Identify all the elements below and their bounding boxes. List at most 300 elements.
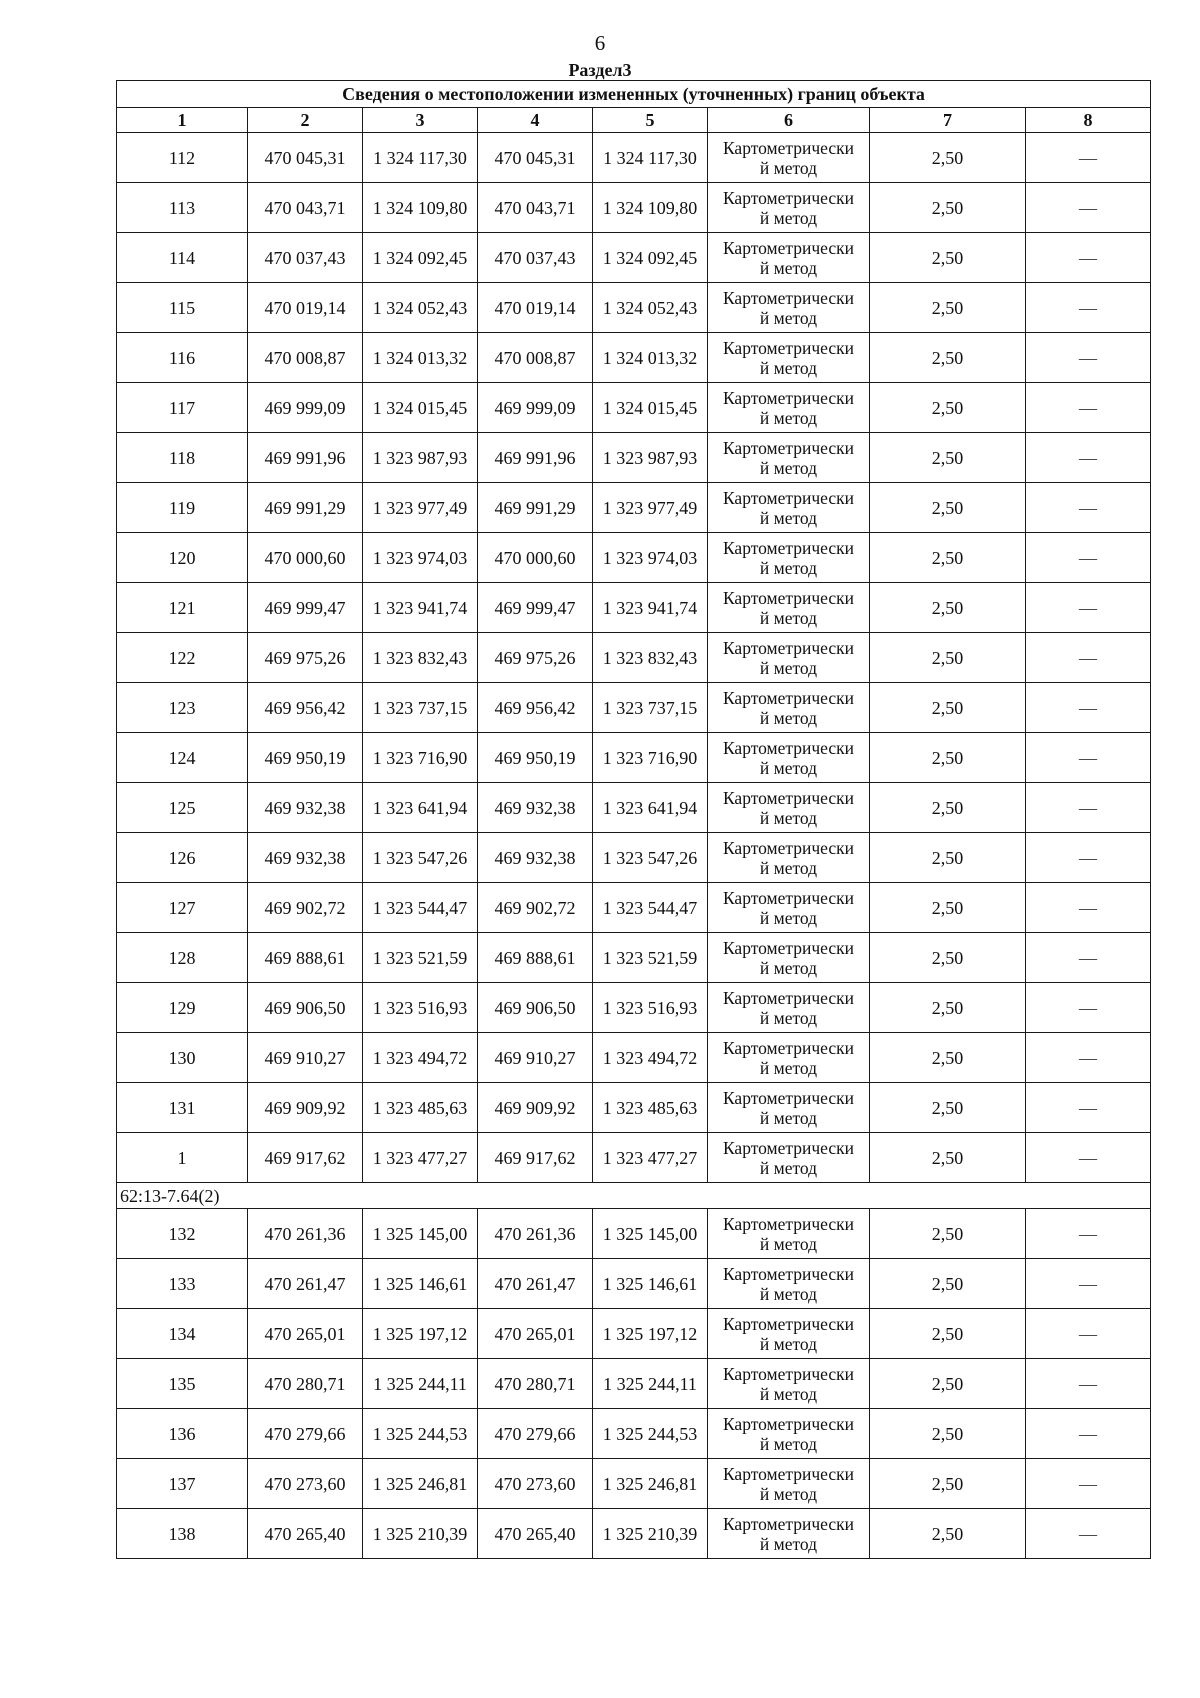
method-cell (708, 283, 870, 333)
table-row (117, 1459, 1151, 1509)
x-coordinate-cell: 470 019,14 (478, 283, 593, 333)
boundary-coordinates-table (116, 80, 1151, 1559)
method-line-2: й метод (759, 557, 818, 578)
y-coordinate-cell: 1 323 494,72 (363, 1033, 478, 1083)
method-line-2: й метод (759, 757, 818, 778)
x-coordinate-cell: 469 888,61 (478, 933, 593, 983)
y-coordinate-cell: 1 325 246,81 (363, 1459, 478, 1509)
point-number-cell: 121 (117, 583, 248, 633)
column-number: 5 (593, 108, 708, 133)
method-line-2: й метод (759, 1157, 818, 1178)
table-row (117, 383, 1151, 433)
accuracy-cell: 2,50 (870, 1409, 1026, 1459)
x-coordinate-cell: 470 265,01 (248, 1309, 363, 1359)
point-number-cell: 115 (117, 283, 248, 333)
x-coordinate-cell: 469 917,62 (248, 1133, 363, 1183)
x-coordinate-cell: 469 975,26 (248, 633, 363, 683)
x-coordinate-cell: 470 037,43 (248, 233, 363, 283)
method-line-1: Картометрически (722, 537, 855, 558)
x-coordinate-cell: 469 999,09 (248, 383, 363, 433)
method-line-1: Картометрически (722, 287, 855, 308)
method-line-2: й метод (759, 1483, 818, 1504)
point-number-cell: 128 (117, 933, 248, 983)
table-body-part1 (117, 133, 1151, 1183)
subgroup-section (117, 1183, 1151, 1209)
accuracy-cell: 2,50 (870, 883, 1026, 933)
method-line-1: Картометрически (722, 1363, 855, 1384)
x-coordinate-cell: 470 280,71 (478, 1359, 593, 1409)
accuracy-cell: 2,50 (870, 833, 1026, 883)
point-number-cell: 122 (117, 633, 248, 683)
note-cell: — (1026, 1409, 1151, 1459)
point-number-cell: 131 (117, 1083, 248, 1133)
x-coordinate-cell: 470 265,01 (478, 1309, 593, 1359)
note-cell: — (1026, 783, 1151, 833)
point-number-cell: 117 (117, 383, 248, 433)
method-line-1: Картометрически (722, 437, 855, 458)
accuracy-cell: 2,50 (870, 1459, 1026, 1509)
y-coordinate-cell: 1 325 197,12 (363, 1309, 478, 1359)
y-coordinate-cell: 1 323 521,59 (593, 933, 708, 983)
method-cell (708, 483, 870, 533)
column-number-row (117, 108, 1151, 133)
accuracy-cell: 2,50 (870, 583, 1026, 633)
accuracy-cell: 2,50 (870, 1083, 1026, 1133)
method-cell (708, 1509, 870, 1559)
y-coordinate-cell: 1 323 987,93 (363, 433, 478, 483)
y-coordinate-cell: 1 324 117,30 (593, 133, 708, 183)
x-coordinate-cell: 469 909,92 (478, 1083, 593, 1133)
x-coordinate-cell: 469 991,96 (248, 433, 363, 483)
x-coordinate-cell: 469 888,61 (248, 933, 363, 983)
accuracy-cell: 2,50 (870, 1359, 1026, 1409)
column-number: 8 (1026, 108, 1151, 133)
y-coordinate-cell: 1 324 092,45 (363, 233, 478, 283)
method-line-1: Картометрически (722, 887, 855, 908)
x-coordinate-cell: 470 261,47 (478, 1259, 593, 1309)
method-cell (708, 783, 870, 833)
method-line-1: Картометрически (722, 1413, 855, 1434)
note-cell: — (1026, 933, 1151, 983)
x-coordinate-cell: 469 956,42 (248, 683, 363, 733)
table-row (117, 283, 1151, 333)
accuracy-cell: 2,50 (870, 933, 1026, 983)
y-coordinate-cell: 1 323 832,43 (363, 633, 478, 683)
table-row (117, 783, 1151, 833)
method-line-2: й метод (759, 207, 818, 228)
x-coordinate-cell: 469 999,47 (248, 583, 363, 633)
method-line-1: Картометрически (722, 1037, 855, 1058)
method-line-2: й метод (759, 607, 818, 628)
method-line-2: й метод (759, 507, 818, 528)
y-coordinate-cell: 1 323 544,47 (363, 883, 478, 933)
x-coordinate-cell: 470 000,60 (248, 533, 363, 583)
x-coordinate-cell: 470 279,66 (478, 1409, 593, 1459)
y-coordinate-cell: 1 323 544,47 (593, 883, 708, 933)
x-coordinate-cell: 469 975,26 (478, 633, 593, 683)
y-coordinate-cell: 1 325 145,00 (593, 1209, 708, 1259)
table-row (117, 1209, 1151, 1259)
method-line-1: Картометрически (722, 337, 855, 358)
point-number-cell: 135 (117, 1359, 248, 1409)
method-cell (708, 233, 870, 283)
point-number-cell: 129 (117, 983, 248, 1033)
y-coordinate-cell: 1 324 109,80 (593, 183, 708, 233)
note-cell: — (1026, 483, 1151, 533)
point-number-cell: 130 (117, 1033, 248, 1083)
method-line-2: й метод (759, 1433, 818, 1454)
method-line-1: Картометрически (722, 1213, 855, 1234)
y-coordinate-cell: 1 325 146,61 (593, 1259, 708, 1309)
table-row (117, 983, 1151, 1033)
method-line-1: Картометрически (722, 837, 855, 858)
y-coordinate-cell: 1 323 716,90 (363, 733, 478, 783)
method-cell (708, 433, 870, 483)
table-row (117, 1359, 1151, 1409)
point-number-cell: 123 (117, 683, 248, 733)
table-row (117, 583, 1151, 633)
method-cell (708, 883, 870, 933)
x-coordinate-cell: 470 265,40 (248, 1509, 363, 1559)
y-coordinate-cell: 1 324 015,45 (593, 383, 708, 433)
x-coordinate-cell: 470 261,47 (248, 1259, 363, 1309)
method-line-2: й метод (759, 1107, 818, 1128)
method-cell (708, 533, 870, 583)
point-number-cell: 124 (117, 733, 248, 783)
accuracy-cell: 2,50 (870, 383, 1026, 433)
accuracy-cell: 2,50 (870, 683, 1026, 733)
accuracy-cell: 2,50 (870, 283, 1026, 333)
y-coordinate-cell: 1 325 210,39 (593, 1509, 708, 1559)
y-coordinate-cell: 1 324 052,43 (593, 283, 708, 333)
note-cell: — (1026, 883, 1151, 933)
accuracy-cell: 2,50 (870, 1209, 1026, 1259)
table-row (117, 633, 1151, 683)
table-row (117, 133, 1151, 183)
y-coordinate-cell: 1 323 477,27 (363, 1133, 478, 1183)
method-line-2: й метод (759, 1283, 818, 1304)
method-cell (708, 733, 870, 783)
x-coordinate-cell: 469 917,62 (478, 1133, 593, 1183)
method-cell (708, 1083, 870, 1133)
method-line-2: й метод (759, 1333, 818, 1354)
y-coordinate-cell: 1 323 477,27 (593, 1133, 708, 1183)
method-line-1: Картометрически (722, 1513, 855, 1534)
table-row (117, 933, 1151, 983)
x-coordinate-cell: 469 906,50 (478, 983, 593, 1033)
x-coordinate-cell: 470 043,71 (248, 183, 363, 233)
method-line-2: й метод (759, 1383, 818, 1404)
accuracy-cell: 2,50 (870, 733, 1026, 783)
point-number-cell: 114 (117, 233, 248, 283)
y-coordinate-cell: 1 325 244,53 (593, 1409, 708, 1459)
y-coordinate-cell: 1 325 244,53 (363, 1409, 478, 1459)
y-coordinate-cell: 1 323 485,63 (593, 1083, 708, 1133)
method-cell (708, 1259, 870, 1309)
method-cell (708, 933, 870, 983)
method-line-1: Картометрически (722, 1087, 855, 1108)
method-cell (708, 1033, 870, 1083)
method-line-2: й метод (759, 157, 818, 178)
column-number: 1 (117, 108, 248, 133)
y-coordinate-cell: 1 323 641,94 (593, 783, 708, 833)
method-cell (708, 1209, 870, 1259)
method-cell (708, 983, 870, 1033)
method-line-2: й метод (759, 957, 818, 978)
y-coordinate-cell: 1 323 516,93 (363, 983, 478, 1033)
y-coordinate-cell: 1 323 716,90 (593, 733, 708, 783)
table-row (117, 483, 1151, 533)
x-coordinate-cell: 469 991,96 (478, 433, 593, 483)
accuracy-cell: 2,50 (870, 783, 1026, 833)
note-cell: — (1026, 1509, 1151, 1559)
method-line-2: й метод (759, 457, 818, 478)
x-coordinate-cell: 470 008,87 (248, 333, 363, 383)
method-line-1: Картометрически (722, 787, 855, 808)
x-coordinate-cell: 469 910,27 (248, 1033, 363, 1083)
x-coordinate-cell: 469 902,72 (248, 883, 363, 933)
method-line-1: Картометрически (722, 387, 855, 408)
column-number: 4 (478, 108, 593, 133)
note-cell: — (1026, 1133, 1151, 1183)
note-cell: — (1026, 633, 1151, 683)
note-cell: — (1026, 583, 1151, 633)
point-number-cell: 125 (117, 783, 248, 833)
table-row (117, 1033, 1151, 1083)
point-number-cell: 1 (117, 1133, 248, 1183)
accuracy-cell: 2,50 (870, 1259, 1026, 1309)
table-row (117, 1509, 1151, 1559)
point-number-cell: 120 (117, 533, 248, 583)
x-coordinate-cell: 470 000,60 (478, 533, 593, 583)
table-row (117, 1409, 1151, 1459)
y-coordinate-cell: 1 325 244,11 (363, 1359, 478, 1409)
point-number-cell: 118 (117, 433, 248, 483)
method-line-1: Картометрически (722, 987, 855, 1008)
method-line-2: й метод (759, 907, 818, 928)
note-cell: — (1026, 983, 1151, 1033)
note-cell: — (1026, 833, 1151, 883)
method-line-2: й метод (759, 1233, 818, 1254)
point-number-cell: 137 (117, 1459, 248, 1509)
x-coordinate-cell: 469 910,27 (478, 1033, 593, 1083)
x-coordinate-cell: 469 999,09 (478, 383, 593, 433)
table-row (117, 733, 1151, 783)
method-cell (708, 1359, 870, 1409)
method-line-1: Картометрически (722, 637, 855, 658)
y-coordinate-cell: 1 323 737,15 (363, 683, 478, 733)
y-coordinate-cell: 1 323 974,03 (363, 533, 478, 583)
y-coordinate-cell: 1 324 092,45 (593, 233, 708, 283)
column-number: 6 (708, 108, 870, 133)
note-cell: — (1026, 1209, 1151, 1259)
table-row (117, 1083, 1151, 1133)
y-coordinate-cell: 1 324 052,43 (363, 283, 478, 333)
subgroup-label: 62:13-7.64(2) (117, 1183, 1151, 1209)
table-row (117, 183, 1151, 233)
page-number: 6 (594, 31, 606, 55)
method-line-2: й метод (759, 407, 818, 428)
method-line-2: й метод (759, 807, 818, 828)
point-number-cell: 112 (117, 133, 248, 183)
table-row (117, 1133, 1151, 1183)
point-number-cell: 126 (117, 833, 248, 883)
point-number-cell: 116 (117, 333, 248, 383)
note-cell: — (1026, 333, 1151, 383)
y-coordinate-cell: 1 323 941,74 (363, 583, 478, 633)
method-line-1: Картометрически (722, 1137, 855, 1158)
accuracy-cell: 2,50 (870, 1509, 1026, 1559)
method-line-1: Картометрически (722, 1313, 855, 1334)
method-line-2: й метод (759, 657, 818, 678)
table-row (117, 883, 1151, 933)
method-cell (708, 1133, 870, 1183)
column-number: 7 (870, 108, 1026, 133)
y-coordinate-cell: 1 323 737,15 (593, 683, 708, 733)
x-coordinate-cell: 470 045,31 (248, 133, 363, 183)
y-coordinate-cell: 1 324 117,30 (363, 133, 478, 183)
point-number-cell: 119 (117, 483, 248, 533)
accuracy-cell: 2,50 (870, 1133, 1026, 1183)
y-coordinate-cell: 1 324 013,32 (363, 333, 478, 383)
table-row (117, 833, 1151, 883)
accuracy-cell: 2,50 (870, 183, 1026, 233)
x-coordinate-cell: 470 008,87 (478, 333, 593, 383)
x-coordinate-cell: 469 906,50 (248, 983, 363, 1033)
x-coordinate-cell: 470 273,60 (248, 1459, 363, 1509)
y-coordinate-cell: 1 323 516,93 (593, 983, 708, 1033)
method-cell (708, 333, 870, 383)
method-cell (708, 183, 870, 233)
column-number: 2 (248, 108, 363, 133)
note-cell: — (1026, 1459, 1151, 1509)
y-coordinate-cell: 1 323 832,43 (593, 633, 708, 683)
y-coordinate-cell: 1 325 244,11 (593, 1359, 708, 1409)
x-coordinate-cell: 469 956,42 (478, 683, 593, 733)
method-line-1: Картометрически (722, 1463, 855, 1484)
table-row (117, 533, 1151, 583)
table-row (117, 683, 1151, 733)
x-coordinate-cell: 469 932,38 (478, 833, 593, 883)
subgroup-row (117, 1183, 1151, 1209)
section-title: Раздел3 (568, 60, 632, 80)
point-number-cell: 134 (117, 1309, 248, 1359)
y-coordinate-cell: 1 323 641,94 (363, 783, 478, 833)
accuracy-cell: 2,50 (870, 233, 1026, 283)
note-cell: — (1026, 383, 1151, 433)
note-cell: — (1026, 1259, 1151, 1309)
method-line-2: й метод (759, 1533, 818, 1554)
y-coordinate-cell: 1 323 494,72 (593, 1033, 708, 1083)
table-row (117, 333, 1151, 383)
method-line-2: й метод (759, 307, 818, 328)
accuracy-cell: 2,50 (870, 633, 1026, 683)
note-cell: — (1026, 433, 1151, 483)
method-cell (708, 633, 870, 683)
accuracy-cell: 2,50 (870, 533, 1026, 583)
x-coordinate-cell: 469 950,19 (478, 733, 593, 783)
point-number-cell: 127 (117, 883, 248, 933)
x-coordinate-cell: 469 932,38 (478, 783, 593, 833)
x-coordinate-cell: 469 999,47 (478, 583, 593, 633)
method-line-2: й метод (759, 857, 818, 878)
table-caption-row (117, 81, 1151, 108)
method-cell (708, 1409, 870, 1459)
accuracy-cell: 2,50 (870, 133, 1026, 183)
table-body-part2 (117, 1209, 1151, 1559)
point-number-cell: 132 (117, 1209, 248, 1259)
table-row (117, 1309, 1151, 1359)
x-coordinate-cell: 469 991,29 (478, 483, 593, 533)
note-cell: — (1026, 183, 1151, 233)
x-coordinate-cell: 470 043,71 (478, 183, 593, 233)
y-coordinate-cell: 1 325 246,81 (593, 1459, 708, 1509)
x-coordinate-cell: 470 261,36 (248, 1209, 363, 1259)
method-line-1: Картометрически (722, 937, 855, 958)
x-coordinate-cell: 470 037,43 (478, 233, 593, 283)
x-coordinate-cell: 469 909,92 (248, 1083, 363, 1133)
accuracy-cell: 2,50 (870, 433, 1026, 483)
y-coordinate-cell: 1 323 547,26 (593, 833, 708, 883)
method-line-1: Картометрически (722, 137, 855, 158)
y-coordinate-cell: 1 323 987,93 (593, 433, 708, 483)
note-cell: — (1026, 133, 1151, 183)
table-row (117, 233, 1151, 283)
note-cell: — (1026, 233, 1151, 283)
note-cell: — (1026, 1309, 1151, 1359)
accuracy-cell: 2,50 (870, 983, 1026, 1033)
x-coordinate-cell: 470 279,66 (248, 1409, 363, 1459)
method-line-2: й метод (759, 1007, 818, 1028)
method-line-1: Картометрически (722, 687, 855, 708)
y-coordinate-cell: 1 324 013,32 (593, 333, 708, 383)
note-cell: — (1026, 533, 1151, 583)
y-coordinate-cell: 1 323 547,26 (363, 833, 478, 883)
method-cell (708, 583, 870, 633)
x-coordinate-cell: 470 045,31 (478, 133, 593, 183)
point-number-cell: 133 (117, 1259, 248, 1309)
x-coordinate-cell: 469 902,72 (478, 883, 593, 933)
method-cell (708, 133, 870, 183)
y-coordinate-cell: 1 325 197,12 (593, 1309, 708, 1359)
note-cell: — (1026, 283, 1151, 333)
x-coordinate-cell: 469 991,29 (248, 483, 363, 533)
y-coordinate-cell: 1 323 977,49 (593, 483, 708, 533)
method-line-2: й метод (759, 1057, 818, 1078)
method-cell (708, 683, 870, 733)
note-cell: — (1026, 683, 1151, 733)
y-coordinate-cell: 1 323 485,63 (363, 1083, 478, 1133)
note-cell: — (1026, 1033, 1151, 1083)
y-coordinate-cell: 1 323 521,59 (363, 933, 478, 983)
x-coordinate-cell: 470 265,40 (478, 1509, 593, 1559)
x-coordinate-cell: 469 932,38 (248, 783, 363, 833)
y-coordinate-cell: 1 325 146,61 (363, 1259, 478, 1309)
method-cell (708, 383, 870, 433)
method-line-1: Картометрически (722, 187, 855, 208)
x-coordinate-cell: 470 261,36 (478, 1209, 593, 1259)
y-coordinate-cell: 1 324 109,80 (363, 183, 478, 233)
y-coordinate-cell: 1 325 145,00 (363, 1209, 478, 1259)
column-number: 3 (363, 108, 478, 133)
accuracy-cell: 2,50 (870, 1309, 1026, 1359)
table-caption: Сведения о местоположении измененных (уточненных) границ объекта (117, 81, 1151, 108)
method-cell (708, 833, 870, 883)
method-line-1: Картометрически (722, 487, 855, 508)
x-coordinate-cell: 469 950,19 (248, 733, 363, 783)
point-number-cell: 136 (117, 1409, 248, 1459)
x-coordinate-cell: 469 932,38 (248, 833, 363, 883)
